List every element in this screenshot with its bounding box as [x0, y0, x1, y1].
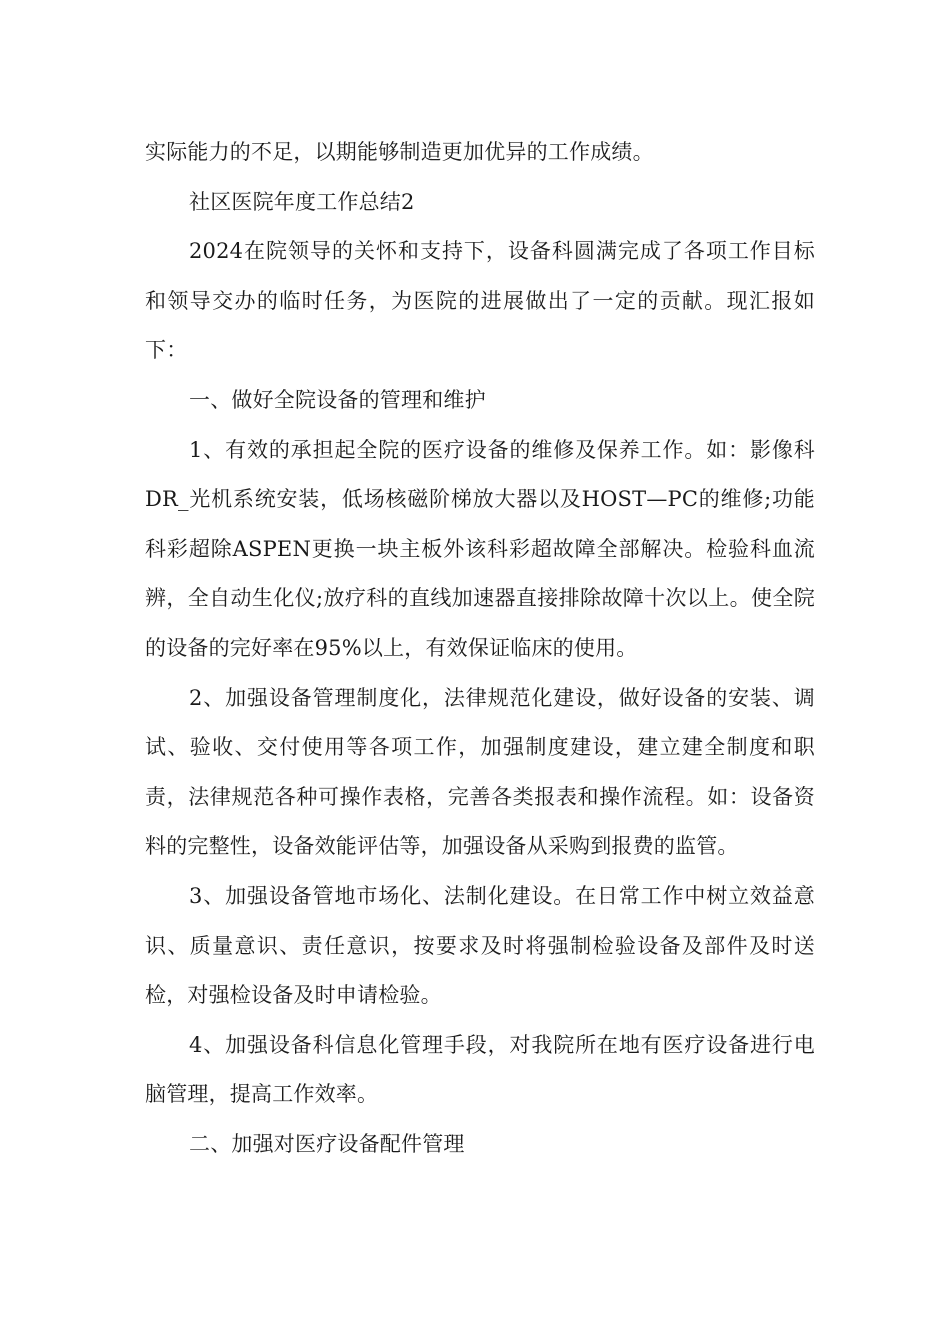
section-title: 社区医院年度工作总结2 [189, 189, 415, 214]
paragraph-intro: 2024在院领导的关怀和支持下，设备科圆满完成了各项工作目标和领导交办的临时任务，为医院的进展做出了一定的贡献。现汇报如下： [145, 239, 815, 363]
heading-part-two: 二、加强对医疗设备配件管理 [189, 1131, 465, 1156]
paragraph-continuation: 实际能力的不足，以期能够制造更加优异的工作成绩。 [145, 140, 654, 164]
document-body [145, 128, 815, 1169]
paragraph-item-3: 3、加强设备管地市场化、法制化建设。在日常工作中树立效益意识、质量意识、责任意识，按要求及时将强制检验设备及部件及时送检，对强检设备及时申请检验。 [145, 883, 815, 1008]
heading-part-one: 一、做好全院设备的管理和维护 [189, 387, 486, 412]
paragraph-item-4: 4、加强设备科信息化管理手段，对我院所在地有医疗设备进行电脑管理，提高工作效率。 [145, 1032, 815, 1107]
paragraph-item-1: 1、有效的承担起全院的医疗设备的维修及保养工作。如：影像科DR_光机系统安装，低场核磁阶梯放大器以及HOST—PC的维修;功能科彩超除ASPEN更换一块主板外该科彩超故障全部解决。检验科血流辨，全自动生化仪;放疗科的直线加速器直接排除故障十次以上。使全院的设备的完好率在95%以上，有效保证临床的使用。 [145, 437, 815, 660]
paragraph-item-2: 2、加强设备管理制度化，法律规范化建设，做好设备的安装、调试、验收、交付使用等各项工作，加强制度建设，建立建全制度和职责，法律规范各种可操作表格，完善各类报表和操作流程。如：设备资料的完整性，设备效能评估等，加强设备从采购到报费的监管。 [145, 685, 815, 859]
